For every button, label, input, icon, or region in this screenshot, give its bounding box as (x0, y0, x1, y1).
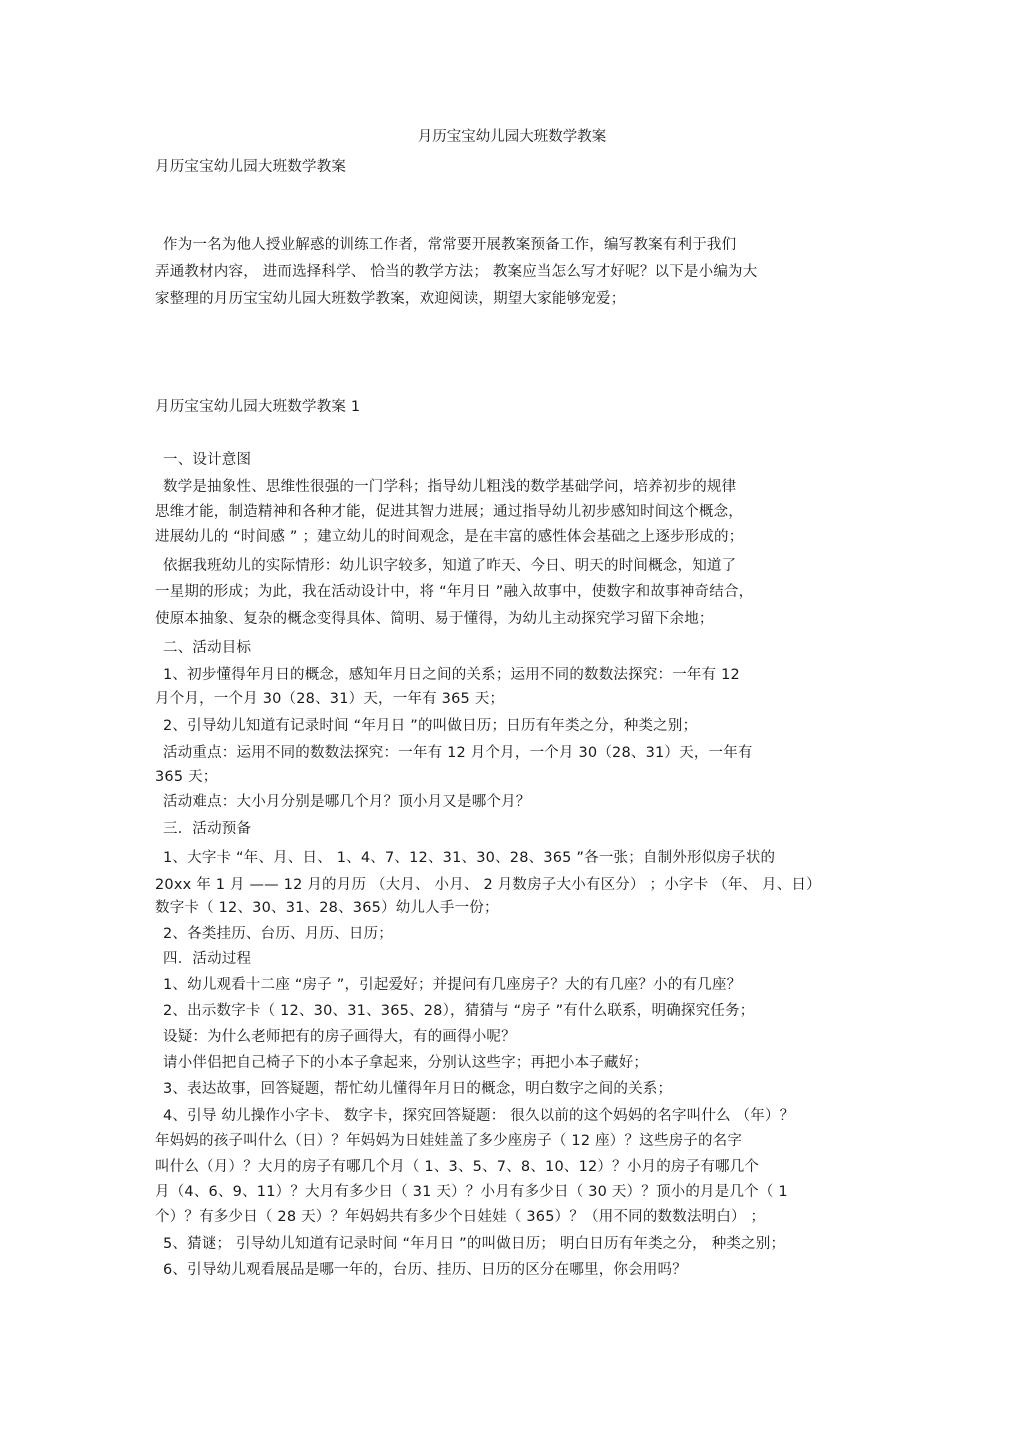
text-line: 数学是抽象性、思维性很强的一门学科；指导幼儿粗浅的数学基础学问，培养初步的规律 (163, 479, 737, 495)
text-line: 2、引导幼儿知道有记录时间 “年月日 ”的叫做日历；日历有年类之分，种类之别； (163, 718, 698, 734)
text-line: 活动重点：运用不同的数数法探究：一年有 12 月个月，一个月 30（28、31）天，一年有 (163, 745, 753, 761)
intro-line: 家整理的月历宝宝幼儿园大班数学教案，欢迎阅读，期望大家能够宠爱； (155, 291, 626, 307)
document-subtitle: 月历宝宝幼儿园大班数学教案 (155, 159, 347, 175)
text-line: 数字卡（ 12、30、31、28、365）幼儿人手一份； (155, 900, 499, 916)
text-line: 月个月，一个月 30（28、31）天，一年有 365 天； (155, 691, 505, 707)
text-line: 3、表达故事，回答疑题，帮忙幼儿懂得年月日的概念，明白数字之间的关系； (163, 1081, 673, 1097)
text-line: 20xx 年 1 月 —— 12 月的月历 （大月、 小月、 2 月数房子大小有区分） ；小字卡 （年、 月、日） (155, 877, 821, 893)
text-line: 个）？有多少日（ 28 天）？年妈妈共有多少个日娃娃（ 365）？（用不同的数数法明白） ； (155, 1209, 766, 1225)
text-line: 5、猜谜； 引导幼儿知道有记录时间 “年月日 ”的叫做日历； 明白日历有年类之分， 种类之别； (163, 1236, 786, 1252)
text-line: 叫什么（月）？大月的房子有哪几个月（ 1、3、5、7、8、10、12）？小月的房子有哪几个 (155, 1159, 760, 1175)
text-line: 2、出示数字卡（ 12、30、31、365、28），猜猜与 “房子 ”有什么联系，明确探究任务； (163, 1003, 755, 1019)
text-line: 一星期的形成；为此，我在活动设计中，将 “年月日 ”融入故事中，使数字和故事神奇结合， (155, 584, 754, 600)
text-line: 2、各类挂历、台历、月历、日历； (163, 926, 393, 942)
text-line: 6、引导幼儿观看展品是哪一年的，台历、挂历、日历的区分在哪里，你会用吗？ (163, 1262, 687, 1278)
heading-activity-process: 四．活动过程 (163, 951, 252, 967)
document-title: 月历宝宝幼儿园大班数学教案 (417, 129, 607, 145)
text-line: 月（4、6、9、11）？大月有多少日（ 31 天）？小月有多少日（ 30 天）？顶小的月是几个（ 1 (155, 1184, 788, 1200)
text-line: 设疑：为什么老师把有的房子画得大，有的画得小呢？ (163, 1029, 516, 1045)
text-line: 活动难点：大小月分别是哪几个月？顶小月又是哪个月？ (163, 794, 531, 810)
text-line: 1、大字卡 “年、月、日、 1、4、7、12、31、30、28、365 ”各一张；自制外形似房子状的 (163, 850, 776, 866)
text-line: 进展幼儿的 “时间感 ” ；建立幼儿的时间观念，是在丰富的感性体会基础之上逐步形成的； (155, 529, 744, 545)
text-line: 年妈妈的孩子叫什么（日）？年妈妈为日娃娃盖了多少座房子（ 12 座）？这些房子的名字 (155, 1133, 743, 1149)
text-line: 请小伴侣把自己椅子下的小本子拿起来，分别认这些字；再把小本子藏好； (163, 1055, 649, 1071)
section-title: 月历宝宝幼儿园大班数学教案 1 (155, 399, 361, 415)
text-line: 1、初步懂得年月日的概念，感知年月日之间的关系；运用不同的数数法探究：一年有 12 (163, 667, 740, 683)
heading-activity-goals: 二、活动目标 (163, 640, 252, 656)
text-line: 依据我班幼儿的实际情形：幼儿识字较多，知道了昨天、今日、明天的时间概念，知道了 (163, 558, 737, 574)
text-line: 思维才能，制造精神和各种才能，促进其智力进展；通过指导幼儿初步感知时间这个概念， (155, 504, 743, 520)
heading-design-intent: 一、设计意图 (163, 452, 252, 468)
text-line: 1、幼儿观看十二座 “房子 ”，引起爱好；并提问有几座房子？大的有几座？小的有几座？ (163, 977, 742, 993)
text-line: 使原本抽象、复杂的概念变得具体、简明、易于懂得，为幼儿主动探究学习留下余地； (155, 611, 714, 627)
heading-activity-prep: 三．活动预备 (163, 821, 252, 837)
intro-line: 作为一名为他人授业解惑的训练工作者，常常要开展教案预备工作，编写教案有利于我们 (163, 237, 737, 253)
text-line: 4、引导 幼儿操作小字卡、 数字卡，探究回答疑题： 很久以前的这个妈妈的名字叫什么 （年）？ (163, 1108, 795, 1124)
text-line: 365 天； (155, 769, 218, 785)
intro-line: 弄通教材内容， 进而选择科学、 恰当的教学方法； 教案应当怎么写才好呢？以下是小编为大 (155, 264, 758, 280)
